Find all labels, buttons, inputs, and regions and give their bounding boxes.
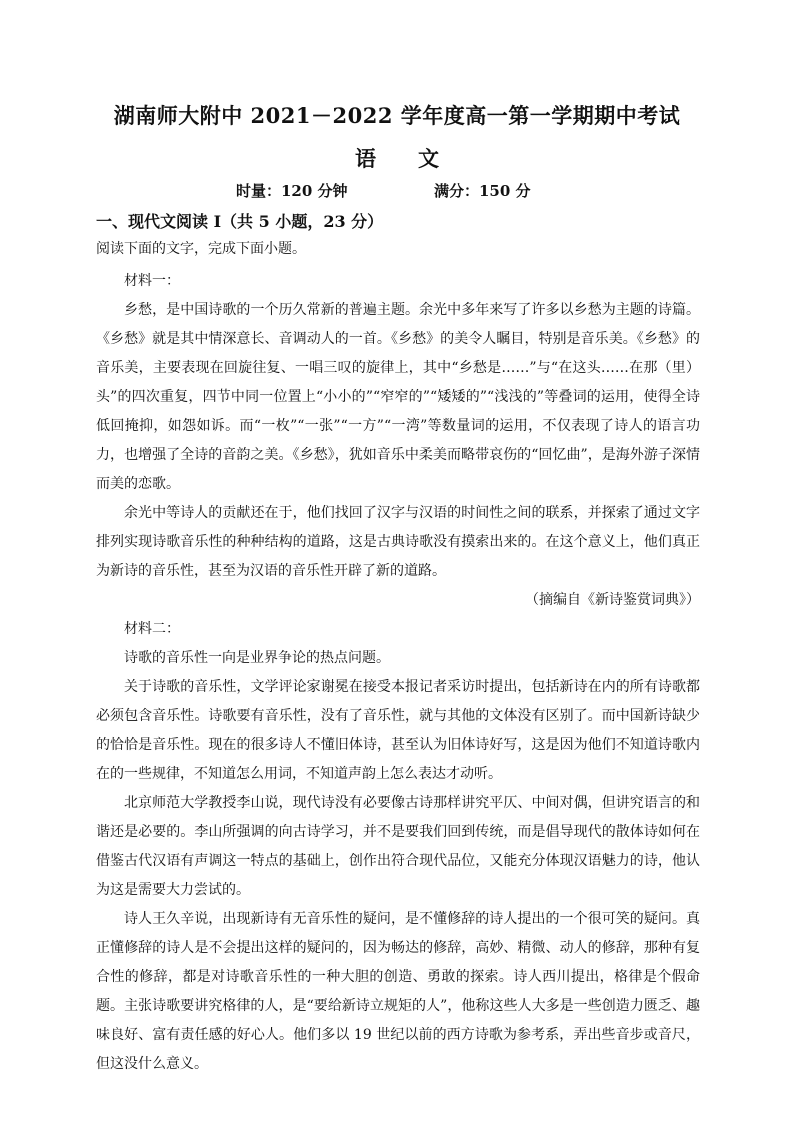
material2-paragraph: 诗人王久辛说，出现新诗有无音乐性的疑问，是不懂修辞的诗人提出的一个很可笑的疑问。真正懂修辞的诗人是不会提出这样的疑问的，因为畅达的修辞，高妙、精微、动人的修辞，那种有复合性的修辞，都是对诗歌音乐性的一种大胆的创造、勇敢的探索。诗人西川提出，格律是个假命题。主张诗歌要讲究格律的人，是“要给新诗立规矩的人”，他称这些人大多是一些创造力匮乏、趣味良好、富有责任感的好心人。他们多以 19 世纪以前的西方诗歌为参考系，弄出些音步或音尺，但这没什么意义。 xyxy=(96,911,700,1072)
subject-title: 语 文 xyxy=(355,146,439,171)
material2-paragraph: 诗歌的音乐性一向是业界争论的热点问题。 xyxy=(124,650,390,666)
material1-paragraph: 乡愁，是中国诗歌的一个历久常新的普遍主题。余光中多年来写了许多以乡愁为主题的诗篇。《乡愁》就是其中情深意长、音调动人的一首。《乡愁》的美令人瞩目，特别是音乐美。《乡愁》的音乐美，主要表现在回旋往复、一唱三叹的旋律上，其中“乡愁是……”与“在这头……在那（里）头”的四次重复，四节中同一位置上“小小的”“窄窄的”“矮矮的”“浅浅的”等叠词的运用，使得全诗低回掩抑，如怨如诉。而“一枚”“一张”“一方”“一湾”等数量词的运用，不仅表现了诗人的语言功力，也增强了全诗的音韵之美。《乡愁》，犹如音乐中柔美而略带哀伤的“回忆曲”，是海外游子深情而美的恋歌。 xyxy=(96,302,700,492)
full-score: 满分：150 分 xyxy=(434,182,531,200)
exam-title: 湖南师大附中 2021－2022 学年度高一第一学期期中考试 xyxy=(113,103,681,128)
section-heading: 一、现代文阅读 I（共 5 小题，23 分） xyxy=(96,212,384,231)
material1-paragraph: 余光中等诗人的贡献还在于，他们找回了汉字与汉语的时间性之间的联系，并探索了通过文字排列实现诗歌音乐性的种种结构的道路，这是古典诗歌没有摸索出来的。在这个意义上，他们真正为新诗的音乐性，甚至为汉语的音乐性开辟了新的道路。 xyxy=(96,505,700,579)
material2-label: 材料二： xyxy=(124,621,180,637)
section-instruction: 阅读下面的文字，完成下面小题。 xyxy=(96,241,306,257)
material1-source: （摘编自《新诗鉴赏词典》） xyxy=(525,592,700,608)
reading-material xyxy=(96,267,700,1079)
material2-paragraph: 关于诗歌的音乐性，文学评论家谢冕在接受本报记者采访时提出，包括新诗在内的所有诗歌都必须包含音乐性。诗歌要有音乐性，没有了音乐性，就与其他的文体没有区别了。而中国新诗缺少的恰恰是音乐性。现在的很多诗人不懂旧体诗，甚至认为旧体诗好写，这是因为他们不知道诗歌内在的一些规律，不知道怎么用词，不知道声韵上怎么表达才动听。 xyxy=(96,679,700,782)
material2-paragraph: 北京师范大学教授李山说，现代诗没有必要像古诗那样讲究平仄、中间对偶，但讲究语言的和谐还是必要的。李山所强调的向古诗学习，并不是要我们回到传统，而是倡导现代的散体诗如何在借鉴古代汉语有声调这一特点的基础上，创作出符合现代品位，又能充分体现汉语魅力的诗，他认为这是需要大力尝试的。 xyxy=(96,795,700,898)
material1-label: 材料一： xyxy=(124,273,180,289)
time-limit: 时量：120 分钟 xyxy=(236,182,348,200)
